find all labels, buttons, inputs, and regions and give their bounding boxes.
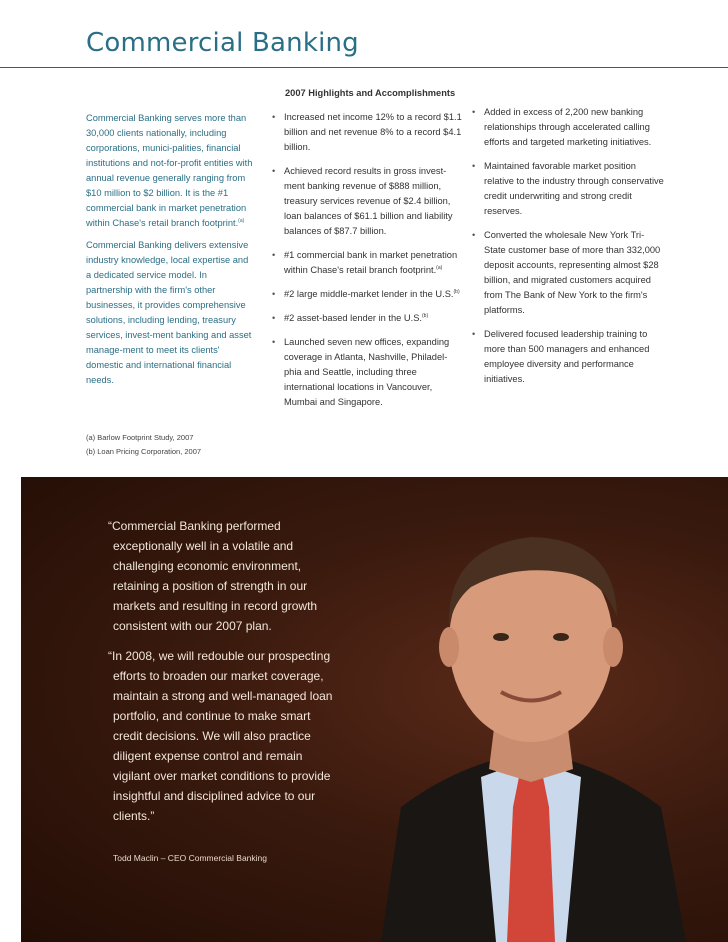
footnote: (a) Barlow Footprint Study, 2007 xyxy=(86,433,194,442)
note-marker: (b) xyxy=(453,288,460,295)
highlight-item: • Maintained favorable market position relative to the industry through conservative credit underwriting and strong credit reserves. xyxy=(474,159,664,219)
highlights-middle-column xyxy=(274,110,464,419)
highlight-item: • Added in excess of 2,200 new banking relationships through accelerated calling efforts and targeted marketing initiatives. xyxy=(474,105,664,150)
highlight-item: • Delivered focused leadership training to more than 500 managers and enhanced employee diversity and performance initiatives. xyxy=(474,327,664,387)
note-marker: (a) xyxy=(238,217,245,224)
footnote: (b) Loan Pricing Corporation, 2007 xyxy=(86,447,202,456)
highlights-title: 2007 Highlights and Accomplishments xyxy=(285,88,456,98)
highlight-item: • #2 large middle-market lender in the U.S.$^{(b)}$ xyxy=(274,287,464,302)
ceo-quote xyxy=(108,516,338,836)
executive-portrait xyxy=(341,477,728,942)
intro-paragraph-1: Commercial Banking serves more than 30,000 clients nationally, including corporations, munici-palities, financial institutions and not-for-profit entities with annual revenue generally ranging from $10 million to $2 billion. It is the #1 commercial bank in market penetration within Chase's retail branch footprint.$^{(a)}$ xyxy=(86,113,253,228)
quote-paragraph-2: “In 2008, we will redouble our prospecting efforts to broaden our market coverage, maintain a strong and well-managed loan portfolio, and continue to make smart credit decisions. We will also practice diligent expense control and remain vigilant over market conditions to provide insightful and disciplined advice to our clients.” xyxy=(108,649,333,823)
note-marker: (a) xyxy=(436,264,443,271)
highlight-item: • Converted the wholesale New York Tri-State customer base of more than 332,000 deposit accounts, representing almost $28 billion, and migrated customers acquired from The Bank of New York to the firm's platforms. xyxy=(474,228,664,318)
quote-paragraph-1: “Commercial Banking performed exceptionally well in a volatile and challenging economic environment, retaining a position of strength in our markets and resulting in record growth consistent with our 2007 plan. xyxy=(108,519,318,633)
highlight-item: • #1 commercial bank in market penetration within Chase's retail branch footprint.$^{(a)}$ xyxy=(274,248,464,278)
intro-column xyxy=(86,111,256,395)
quote-attribution: Todd Maclin – CEO Commercial Banking xyxy=(113,853,268,863)
highlight-item: • Launched seven new offices, expanding coverage in Atlanta, Nashville, Philadel-phia and Seattle, including three international locations in Vancouver, Mumbai and Singapore. xyxy=(274,335,464,410)
footnotes xyxy=(86,431,201,459)
intro-paragraph-2: Commercial Banking delivers extensive industry knowledge, local expertise and a dedicated service model. In partnership with the firm's other businesses, it provides comprehensive solutions, including lending, treasury services, invest-ment banking and asset manage-ment to meet its clients' domestic and international financial needs. xyxy=(86,240,252,385)
highlight-item: • Increased net income 12% to a record $1.1 billion and net revenue 8% to a record $4.1 billion. xyxy=(274,110,464,155)
page-title: Commercial Banking xyxy=(86,28,359,58)
highlight-item: • #2 asset-based lender in the U.S.$^{(b)}$ xyxy=(274,311,464,326)
highlights-right-column xyxy=(474,105,664,396)
note-marker: (b) xyxy=(422,312,429,319)
highlight-item: • Achieved record results in gross invest-ment banking revenue of $888 million, treasury services revenue of $2.4 billion, loan balances of $61.1 billion and liability balances of $87.7 billion. xyxy=(274,164,464,239)
title-rule xyxy=(0,67,728,68)
